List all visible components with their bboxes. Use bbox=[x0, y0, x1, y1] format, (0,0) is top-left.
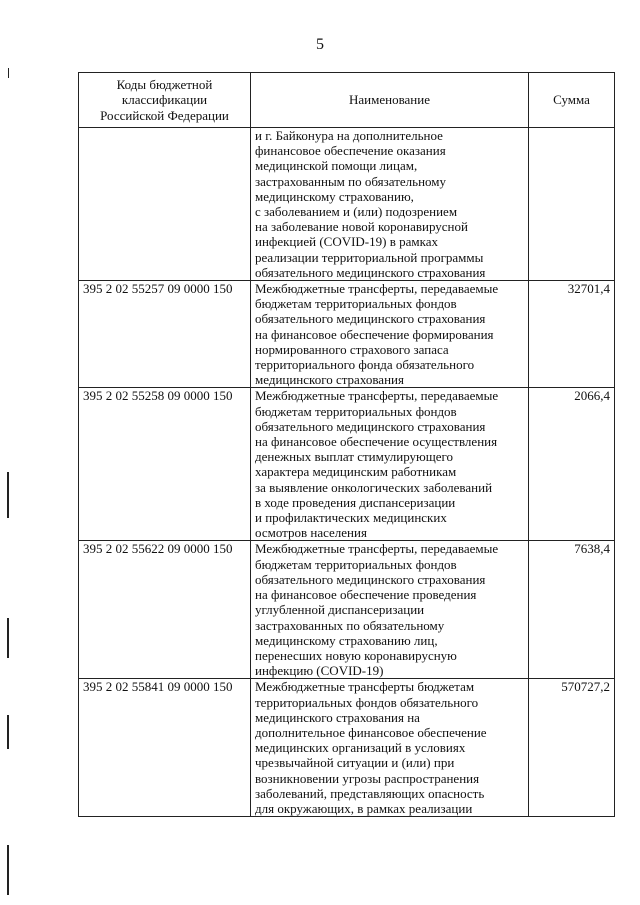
name-line: с заболеванием и (или) подозрением bbox=[255, 204, 458, 220]
name-line: медицинских организаций в условиях bbox=[255, 740, 466, 756]
header-sum: Сумма bbox=[529, 73, 615, 128]
name-line: за выявление онкологических заболеваний bbox=[255, 479, 493, 495]
name-line: медицинской помощи лицам, bbox=[255, 158, 418, 174]
budget-code-cell: 395 2 02 55257 09 0000 150 bbox=[79, 281, 251, 388]
budget-code-cell: 395 2 02 55258 09 0000 150 bbox=[79, 388, 251, 541]
name-line: бюджетам территориальных фондов bbox=[255, 403, 457, 419]
name-line: обязательного медицинского страхования bbox=[255, 418, 486, 434]
sum-cell: 7638,4 bbox=[529, 541, 615, 679]
name-cell bbox=[251, 128, 529, 281]
sum-cell: 32701,4 bbox=[529, 281, 615, 388]
name-line: возникновении угрозы распространения bbox=[255, 770, 480, 786]
name-line: нормированного страхового запаса bbox=[255, 341, 449, 357]
name-line: медицинского страхования на bbox=[255, 709, 420, 725]
sum-cell: 2066,4 bbox=[529, 388, 615, 541]
name-line: медицинскому страхованию лиц, bbox=[255, 632, 438, 648]
name-line: в ходе проведения диспансеризации bbox=[255, 494, 456, 510]
name-line: реализации территориальной программы bbox=[255, 249, 484, 265]
table-row bbox=[79, 679, 615, 817]
name-line: инфекцию (COVID-19) bbox=[255, 663, 384, 679]
budget-code-cell: 395 2 02 55841 09 0000 150 bbox=[79, 679, 251, 817]
name-line: осмотров населения bbox=[255, 525, 367, 541]
scan-mark bbox=[7, 845, 9, 895]
name-line: денежных выплат стимулирующего bbox=[255, 449, 454, 465]
name-line: медицинского страхования bbox=[255, 372, 404, 388]
name-line: медицинскому страхованию, bbox=[255, 188, 414, 204]
name-cell bbox=[251, 388, 529, 541]
name-line: заболеваний, представляющих опасность bbox=[255, 785, 485, 801]
sum-cell: 570727,2 bbox=[529, 679, 615, 817]
name-line: дополнительное финансовое обеспечение bbox=[255, 724, 487, 740]
name-line: на заболевание новой коронавирусной bbox=[255, 219, 468, 235]
scan-mark bbox=[7, 715, 9, 749]
page-number: 5 bbox=[316, 36, 324, 53]
name-line: обязательного медицинского страхования bbox=[255, 311, 486, 327]
header-name: Наименование bbox=[251, 73, 529, 128]
name-line: Межбюджетные трансферты, передаваемые bbox=[255, 541, 499, 557]
header-code-line: Российской Федерации bbox=[100, 107, 229, 123]
table-row bbox=[79, 541, 615, 679]
name-line: перенесших новую коронавирусную bbox=[255, 647, 457, 663]
budget-code-cell: 395 2 02 55622 09 0000 150 bbox=[79, 541, 251, 679]
name-line: Межбюджетные трансферты, передаваемые bbox=[255, 281, 499, 297]
name-line: территориальных фондов обязательного bbox=[255, 694, 479, 710]
name-line: бюджетам территориальных фондов bbox=[255, 556, 457, 572]
name-line: территориального фонда обязательного bbox=[255, 357, 475, 373]
header-code bbox=[79, 73, 251, 128]
name-line: углубленной диспансеризации bbox=[255, 602, 425, 618]
table-row bbox=[79, 128, 615, 281]
name-line: Межбюджетные трансферты, передаваемые bbox=[255, 388, 499, 404]
scan-mark bbox=[7, 472, 9, 518]
table-header-row bbox=[79, 73, 615, 128]
table-row bbox=[79, 281, 615, 388]
name-line: инфекцией (COVID-19) в рамках bbox=[255, 234, 438, 250]
header-code-line: классификации bbox=[121, 92, 208, 108]
name-line: на финансовое обеспечение формирования bbox=[255, 326, 494, 342]
sum-cell bbox=[529, 128, 615, 281]
scan-mark bbox=[7, 618, 9, 658]
name-line: обязательного медицинского страхования bbox=[255, 571, 486, 587]
header-code-line: Коды бюджетной bbox=[116, 77, 213, 93]
name-line: чрезвычайной ситуации и (или) при bbox=[255, 755, 455, 771]
name-line: для окружающих, в рамках реализации bbox=[255, 800, 473, 816]
table-body bbox=[79, 128, 615, 817]
name-line: обязательного медицинского страхования bbox=[255, 264, 486, 280]
name-line: бюджетам территориальных фондов bbox=[255, 296, 457, 312]
table-row bbox=[79, 388, 615, 541]
name-line: и г. Байконура на дополнительное bbox=[255, 128, 443, 143]
scan-mark bbox=[8, 68, 9, 78]
name-cell bbox=[251, 281, 529, 388]
name-line: застрахованных по обязательному bbox=[255, 617, 445, 633]
name-line: застрахованным по обязательному bbox=[255, 173, 447, 189]
name-line: Межбюджетные трансферты бюджетам bbox=[255, 679, 475, 695]
name-line: и профилактических медицинских bbox=[255, 510, 447, 526]
budget-code-cell bbox=[79, 128, 251, 281]
name-cell bbox=[251, 679, 529, 817]
name-line: характера медицинским работникам bbox=[255, 464, 457, 480]
name-line: на финансовое обеспечение осуществления bbox=[255, 434, 498, 450]
name-line: финансовое обеспечение оказания bbox=[255, 143, 446, 159]
budget-table bbox=[78, 72, 615, 817]
name-line: на финансовое обеспечение проведения bbox=[255, 587, 477, 603]
name-cell bbox=[251, 541, 529, 679]
